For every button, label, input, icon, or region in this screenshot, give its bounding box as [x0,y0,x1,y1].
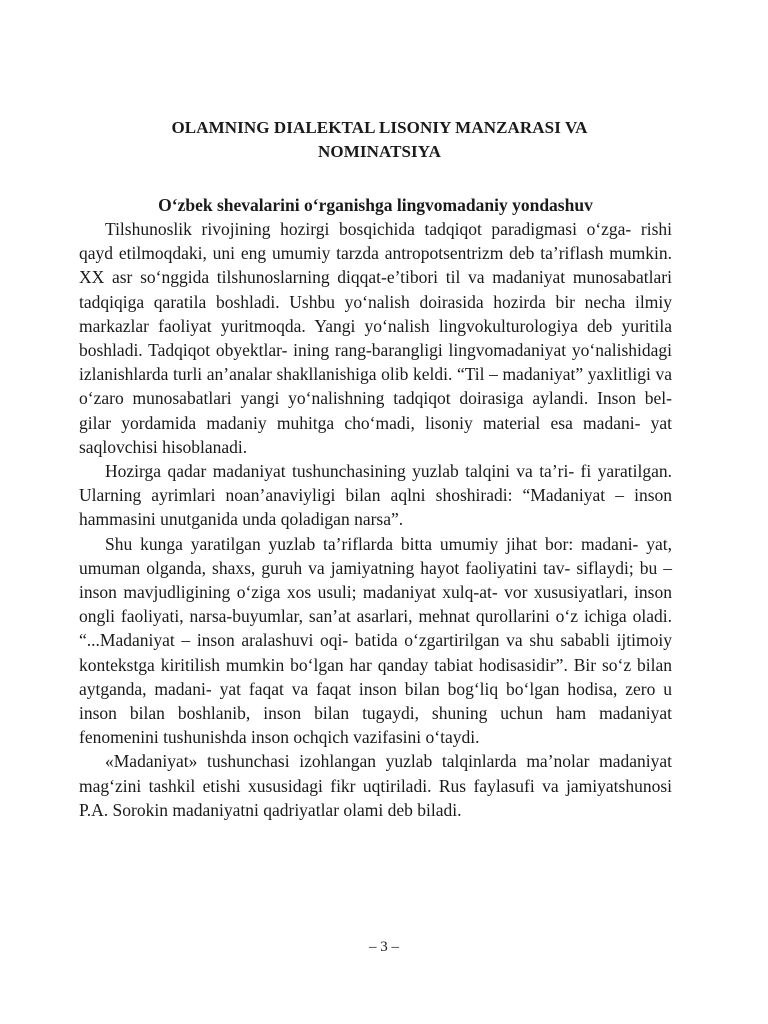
title-line-1: OLAMNING DIALEKTAL LISONIY MANZARASI VA [171,118,588,137]
paragraph-3: Shu kunga yaratilgan yuzlab ta’riflarda bitta umumiy jihat bor: madani- yat, umuman olganda, shaxs, guruh va jamiyatning hayot faoliyatini tav- siflaydi; bu – inson mavjudligining o‘ziga xos usuli; madaniyat xulq-at- vor xususiyatlari, inson ongli faoliyati, narsa-buyumlar, san’at asarlari, mehnat qurollarini o‘z ichiga oladi. “...Madaniyat – inson aralashuvi oqi- batida o‘zgartirilgan va shu sababli ijtimoiy kontekstga kiritilish mumkin bo‘lgan har qanday tabiat hodisasidir”. Bir so‘z bilan aytganda, madani- yat faqat va faqat inson bilan bog‘liq bo‘lgan hodisa, zero u inson bilan boshlanib, inson bilan tugaydi, shuning uchun ham madaniyat fenomenini tushunishda inson ochqich vazifasini o‘taydi. [79,533,672,748]
paragraph-2: Hozirga qadar madaniyat tushunchasining yuzlab talqini va ta’ri- fi yaratilgan. Ularning ayrimlari noan’anaviyligi bilan aqlni shoshiradi: “Madaniyat – inson hammasini unutganida unda qoladigan narsa”. [79,461,672,530]
page-body [79,116,672,822]
section-subtitle: O‘zbek shevalarini o‘rganishga lingvomadaniy yondashuv [158,195,593,215]
paragraph-4: «Madaniyat» tushunchasi izohlangan yuzlab talqinlarda ma’nolar madaniyat mag‘zini tashkil etishi xususidagi fikr uqtiriladi. Rus faylasufi va jamiyatshunosi P.A. Sorokin madaniyatni qadriyatlar olami deb biladi. [79,751,672,820]
paragraph-1: Tilshunoslik rivojining hozirgi bosqichida tadqiqot paradigmasi o‘zga- rishi qayd etilmoqdaki, uni eng umumiy tarzda antropotsentrizm deb ta’riflash mumkin. XX asr so‘nggida tilshunoslarning diqqat-e’tibori til va madaniyat munosabatlari tadqiqiga qaratila boshladi. Ushbu yo‘nalish doirasida hozirda bir necha ilmiy markazlar faoliyat yuritmoqda. Yangi yo‘nalish lingvokulturologiya deb yuritila boshladi. Tadqiqot obyektlar- ining rang-barangligi lingvomadaniyat yo‘nalishidagi izlanishlarda turli an’analar shakllanishiga olib keldi. “Til – madaniyat” yaxlitligi va o‘zaro munosabatlari yangi yo‘nalishning tadqiqot doirasiga aylandi. Inson bel- gilar yordamida madaniy muhitga cho‘madi, lisoniy material esa madani- yat saqlovchisi hisoblanadi. [79,219,672,457]
page-number: – 3 – [369,939,399,955]
title-line-2: NOMINATSIYA [318,142,441,161]
document-title [87,116,672,164]
